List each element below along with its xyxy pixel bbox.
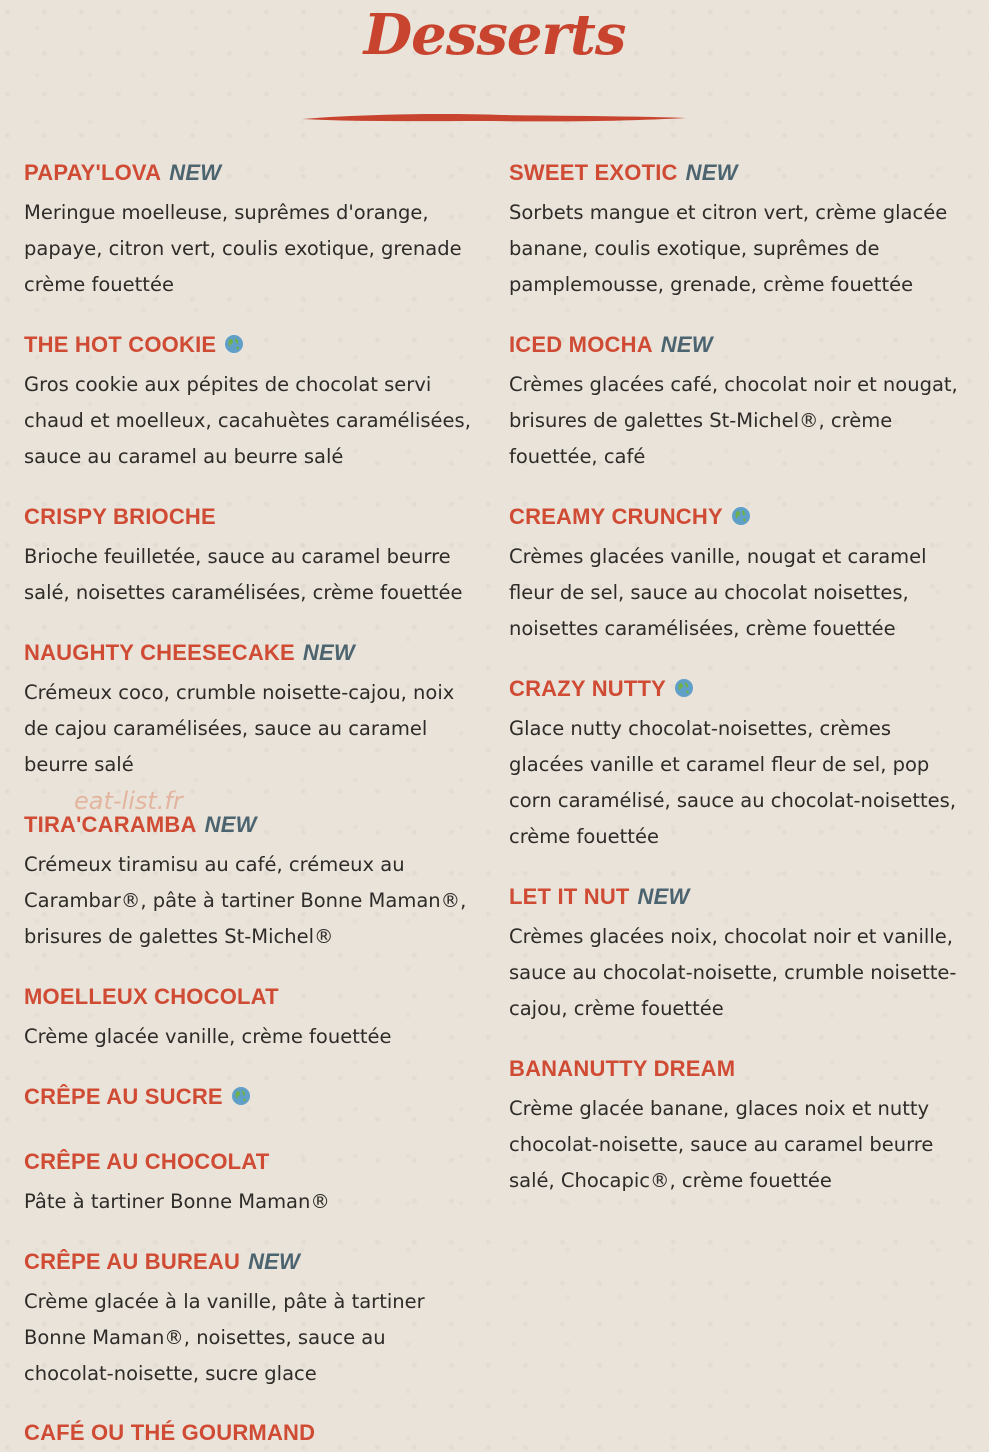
new-badge: NEW — [685, 160, 738, 185]
menu-item-name: CRÊPE AU CHOCOLAT — [24, 1149, 270, 1174]
menu-item — [24, 982, 484, 1055]
menu-item — [24, 638, 484, 783]
menu-item-name: BANANUTTY DREAM — [509, 1056, 736, 1081]
menu-item-name: SWEET EXOTIC NEW — [509, 160, 738, 185]
menu-item — [24, 158, 484, 303]
menu-item-name: CRISPY BRIOCHE — [24, 504, 216, 529]
menu-item-name: TIRA'CARAMBA NEW — [24, 812, 257, 837]
menu-item-name: CREAMY CRUNCHY — [509, 502, 974, 532]
menu-item — [24, 1247, 484, 1392]
title-underline-brush-stroke — [302, 113, 686, 123]
globe-icon — [731, 506, 751, 526]
new-badge: NEW — [169, 160, 222, 185]
menu-item-name: CRAZY NUTTY — [509, 674, 974, 704]
new-badge: NEW — [302, 640, 355, 665]
menu-item-name: NAUGHTY CHEESECAKE NEW — [24, 640, 355, 665]
menu-item-description: Gros cookie aux pépites de chocolat servi chaud et moelleux, cacahuètes caramélisées, sauce au caramel au beurre salé — [24, 373, 471, 468]
menu-item — [24, 810, 484, 955]
menu-item-name: CAFÉ OU THÉ GOURMAND — [24, 1420, 316, 1445]
menu-item-description: Pâte à tartiner Bonne Maman® — [24, 1190, 330, 1213]
menu-item — [509, 330, 974, 475]
new-badge: NEW — [248, 1249, 301, 1274]
menu-item-description: Crème glacée vanille, crème fouettée — [24, 1025, 392, 1048]
menu-item — [24, 330, 484, 475]
watermark: eat-list.fr — [74, 787, 183, 815]
menu-item-description: Sorbets mangue et citron vert, crème glacée banane, coulis exotique, suprêmes de pamplemousse, grenade, crème fouettée — [509, 201, 948, 296]
menu-item-name: THE HOT COOKIE — [24, 330, 484, 360]
menu-item — [24, 1147, 484, 1220]
new-badge: NEW — [637, 884, 690, 909]
menu-item-name: MOELLEUX CHOCOLAT — [24, 984, 279, 1009]
menu-item — [24, 502, 484, 611]
globe-icon — [224, 334, 244, 354]
globe-icon — [231, 1086, 251, 1106]
menu-item-name: LET IT NUT NEW — [509, 884, 690, 909]
menu-item-description: Crème glacée à la vanille, pâte à tartiner Bonne Maman®, noisettes, sauce au chocolat-noisette, sucre glace — [24, 1290, 425, 1385]
menu-item-description: Brioche feuilletée, sauce au caramel beurre salé, noisettes caramélisées, crème fouettée — [24, 545, 463, 604]
menu-item-description: Glace nutty chocolat-noisettes, crèmes glacées vanille et caramel fleur de sel, pop corn caramélisé, sauce au chocolat-noisettes, crème fouettée — [509, 717, 957, 848]
menu-item-description: Crémeux coco, crumble noisette-cajou, noix de cajou caramélisées, sauce au caramel beurre salé — [24, 681, 455, 776]
menu-item-description: Crémeux tiramisu au café, crémeux au Carambar®, pâte à tartiner Bonne Maman®, brisures de galettes St-Michel® — [24, 853, 467, 948]
menu-item — [509, 158, 974, 303]
menu-item — [24, 1082, 484, 1112]
menu-item — [509, 882, 974, 1027]
menu-item-description: Meringue moelleuse, suprêmes d'orange, papaye, citron vert, coulis exotique, grenade crème fouettée — [24, 201, 462, 296]
menu-item — [509, 502, 974, 647]
new-badge: NEW — [660, 332, 713, 357]
menu-item-name: PAPAY'LOVA NEW — [24, 160, 222, 185]
menu-item — [24, 1418, 484, 1448]
page-title: Desserts — [363, 2, 626, 68]
menu-item-description: Crème glacée banane, glaces noix et nutty chocolat-noisette, sauce au caramel beurre salé, Chocapic®, crème fouettée — [509, 1097, 934, 1192]
menu-item-description: Crèmes glacées noix, chocolat noir et vanille, sauce au chocolat-noisette, crumble noisette- cajou, crème fouettée — [509, 925, 957, 1020]
menu-item — [509, 674, 974, 855]
menu-item-name: CRÊPE AU BUREAU NEW — [24, 1249, 301, 1274]
menu-item-description: Crèmes glacées vanille, nougat et caramel fleur de sel, sauce au chocolat noisettes, noisettes caramélisées, crème fouettée — [509, 545, 927, 640]
new-badge: NEW — [204, 812, 257, 837]
globe-icon — [674, 678, 694, 698]
menu-item — [509, 1054, 974, 1199]
menu-item-name: ICED MOCHA NEW — [509, 332, 713, 357]
menu-item-name: CRÊPE AU SUCRE — [24, 1082, 484, 1112]
menu-item-description: Crèmes glacées café, chocolat noir et nougat, brisures de galettes St-Michel®, crème fouettée, café — [509, 373, 958, 468]
